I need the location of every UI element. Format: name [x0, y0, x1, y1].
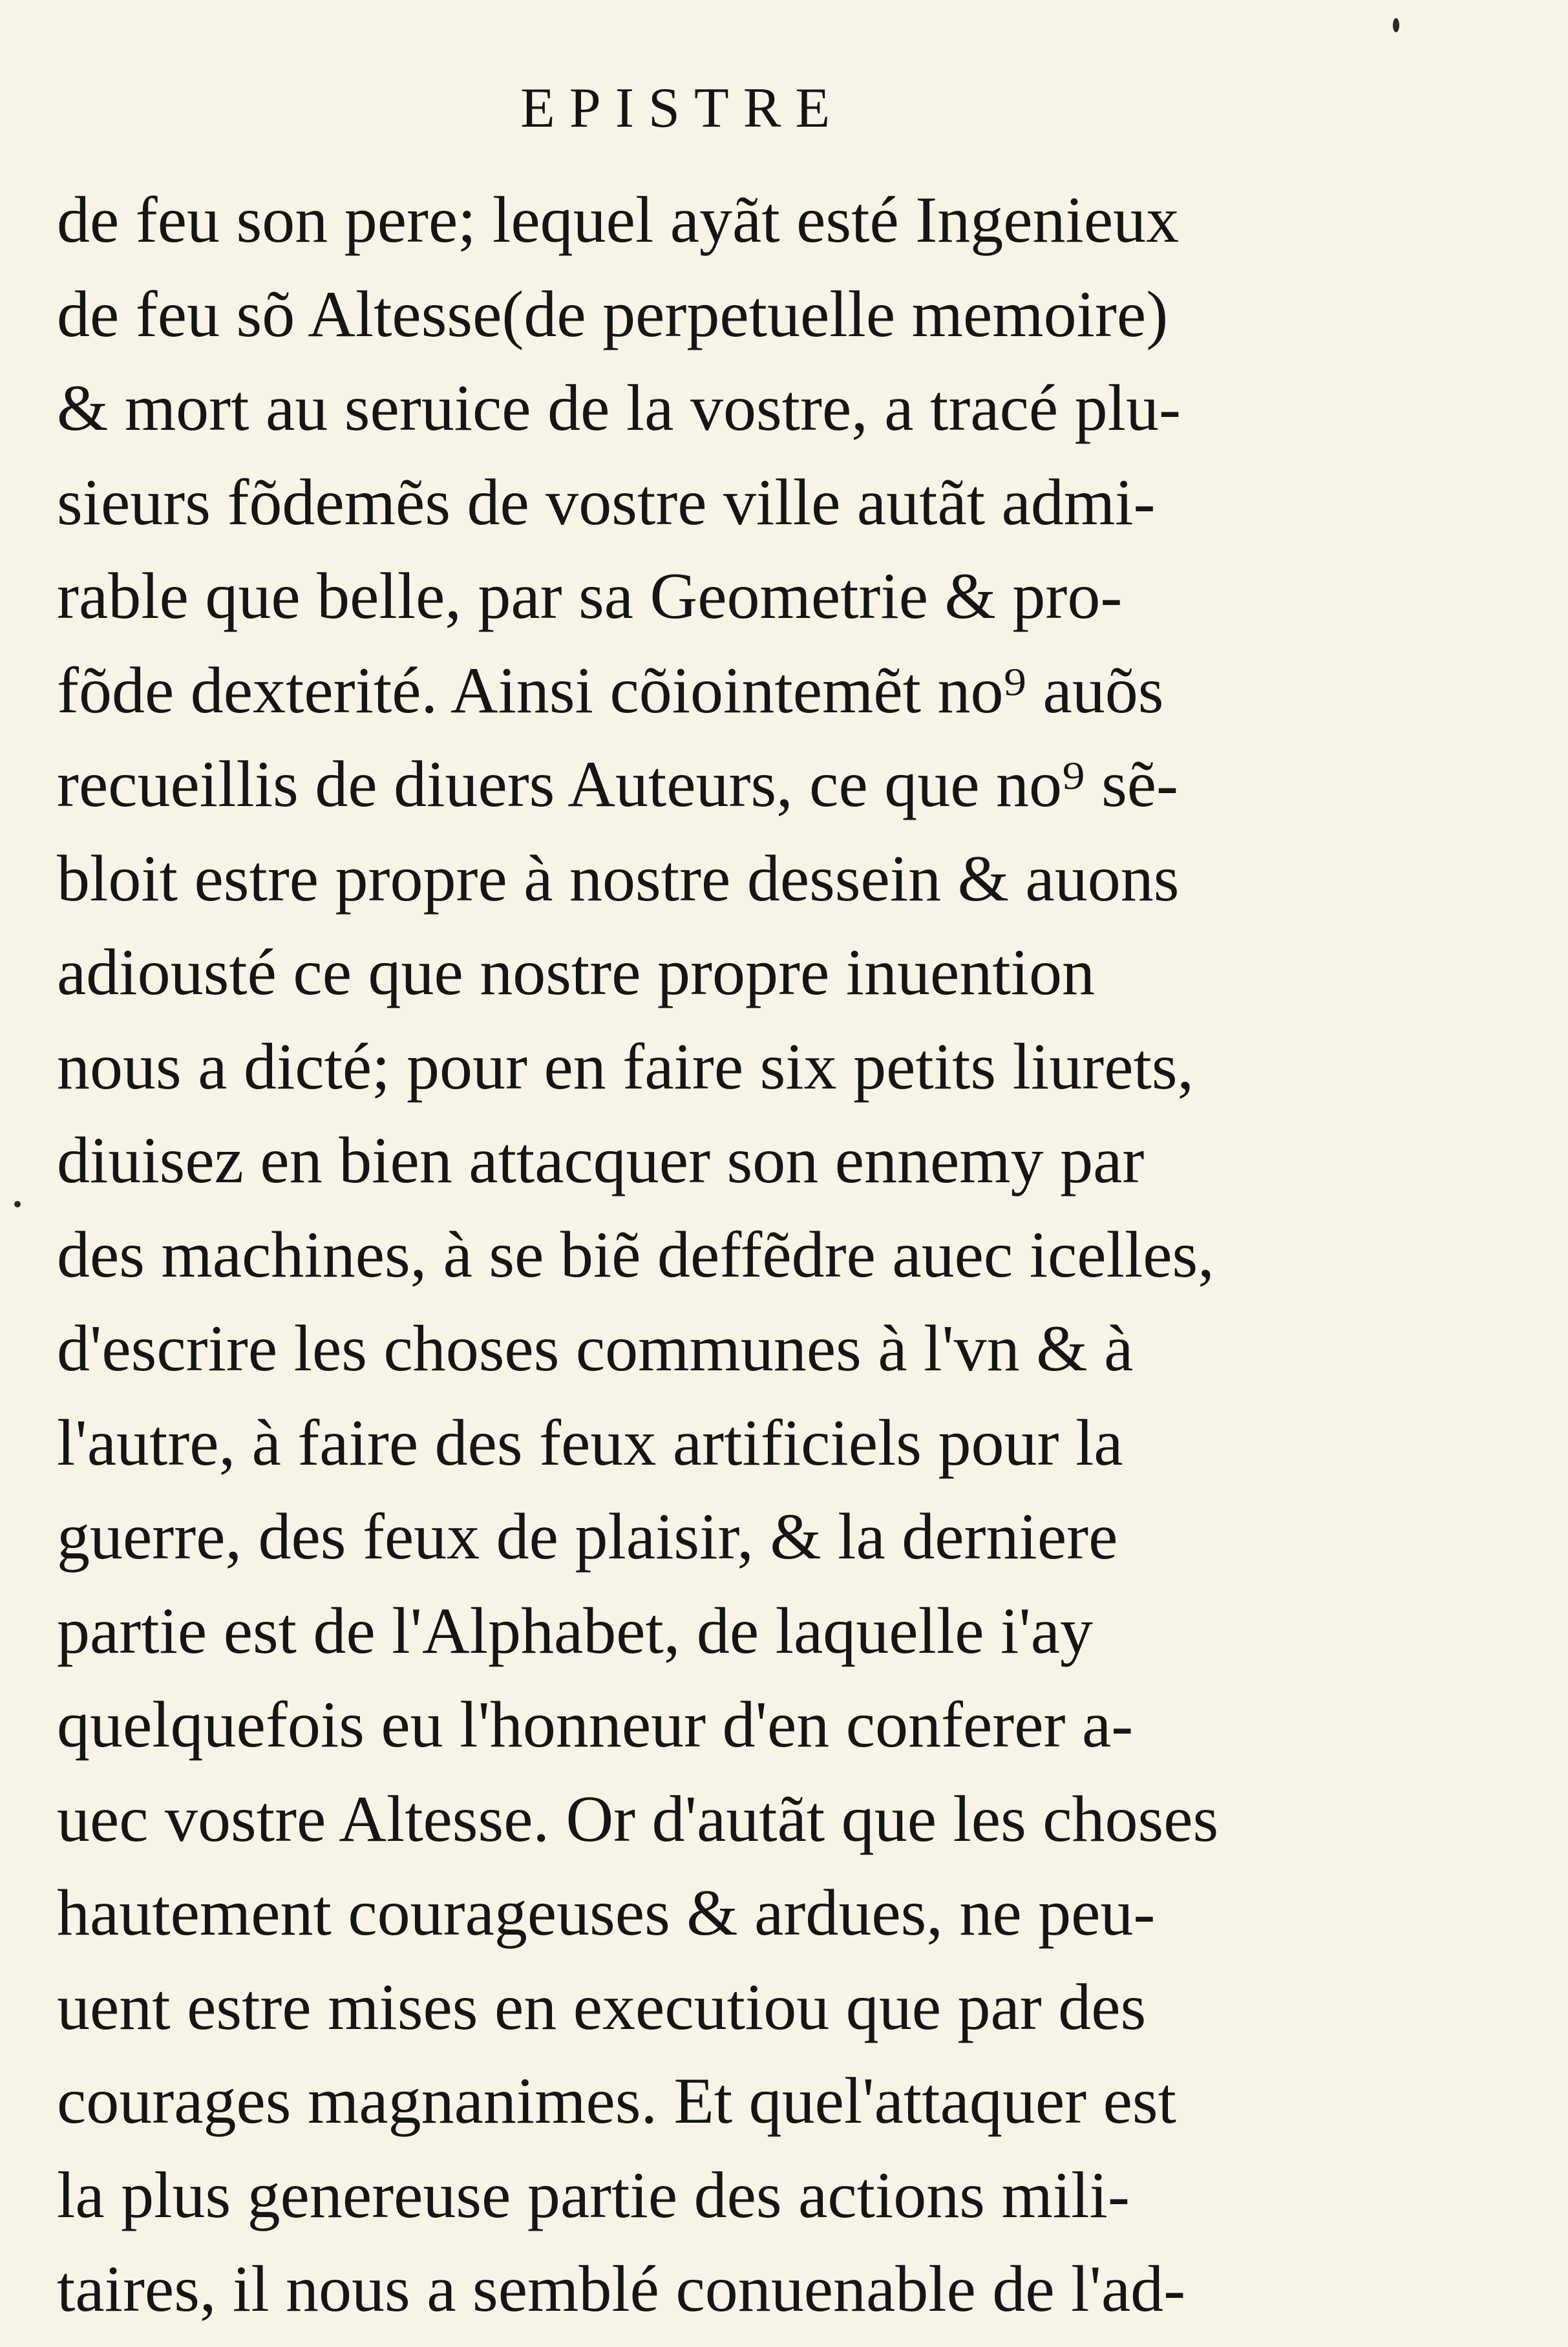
- ink-speck: [1393, 18, 1399, 32]
- text-line: courages magnanimes. Et quel'attaquer est: [57, 2065, 1176, 2138]
- text-line: hautement courageuses & ardues, ne peu-: [57, 1876, 1156, 1949]
- text-line: & mort au seruice de la vostre, a tracé plu-: [57, 372, 1181, 445]
- text-line: diuisez en bien attacquer son ennemy par: [57, 1124, 1145, 1197]
- text-line: l'autre, à faire des feux artificiels pour la: [57, 1406, 1123, 1480]
- text-line: uec vostre Altesse. Or d'autãt que les choses: [57, 1782, 1219, 1856]
- text-line: de feu son pere; lequel ayãt esté Ingenieux: [57, 184, 1180, 257]
- text-line: nous a dicté; pour en faire six petits liurets,: [57, 1030, 1194, 1103]
- ink-speck: [14, 1201, 21, 1207]
- text-line: adiousté ce que nostre propre inuention: [57, 936, 1096, 1009]
- text-line: d'escrire les choses communes à l'vn & à: [57, 1312, 1134, 1385]
- text-line: quelquefois eu l'honneur d'en conferer a-: [57, 1688, 1134, 1761]
- text-line: des machines, à se biẽ deffẽdre auec icelles,: [57, 1218, 1214, 1291]
- text-line: recueillis de diuers Auteurs, ce que no⁹ sẽ-: [57, 748, 1178, 821]
- text-line: taires, il nous a semblé conuenable de l'ad-: [57, 2253, 1186, 2326]
- text-line: rable que belle, par sa Geometrie & pro-: [57, 560, 1123, 633]
- text-line: sieurs fõdemẽs de vostre ville autãt admi-: [57, 465, 1156, 539]
- running-head: EPISTRE: [520, 77, 845, 140]
- text-line: de feu sõ Altesse(de perpetuelle memoire): [57, 277, 1169, 351]
- text-line: bloit estre propre à nostre dessein & auons: [57, 842, 1180, 915]
- text-line: fõde dexterité. Ainsi cõiointemẽt no⁹ auõs: [57, 653, 1164, 727]
- body-text: [57, 173, 1285, 2337]
- text-line: partie est de l'Alphabet, de laquelle i'ay: [57, 1594, 1093, 1668]
- text-line: la plus genereuse partie des actions mili-: [57, 2158, 1130, 2232]
- text-line: uent estre mises en executiou que par des: [57, 1970, 1147, 2044]
- text-line: guerre, des feux de plaisir, & la derniere: [57, 1500, 1118, 1573]
